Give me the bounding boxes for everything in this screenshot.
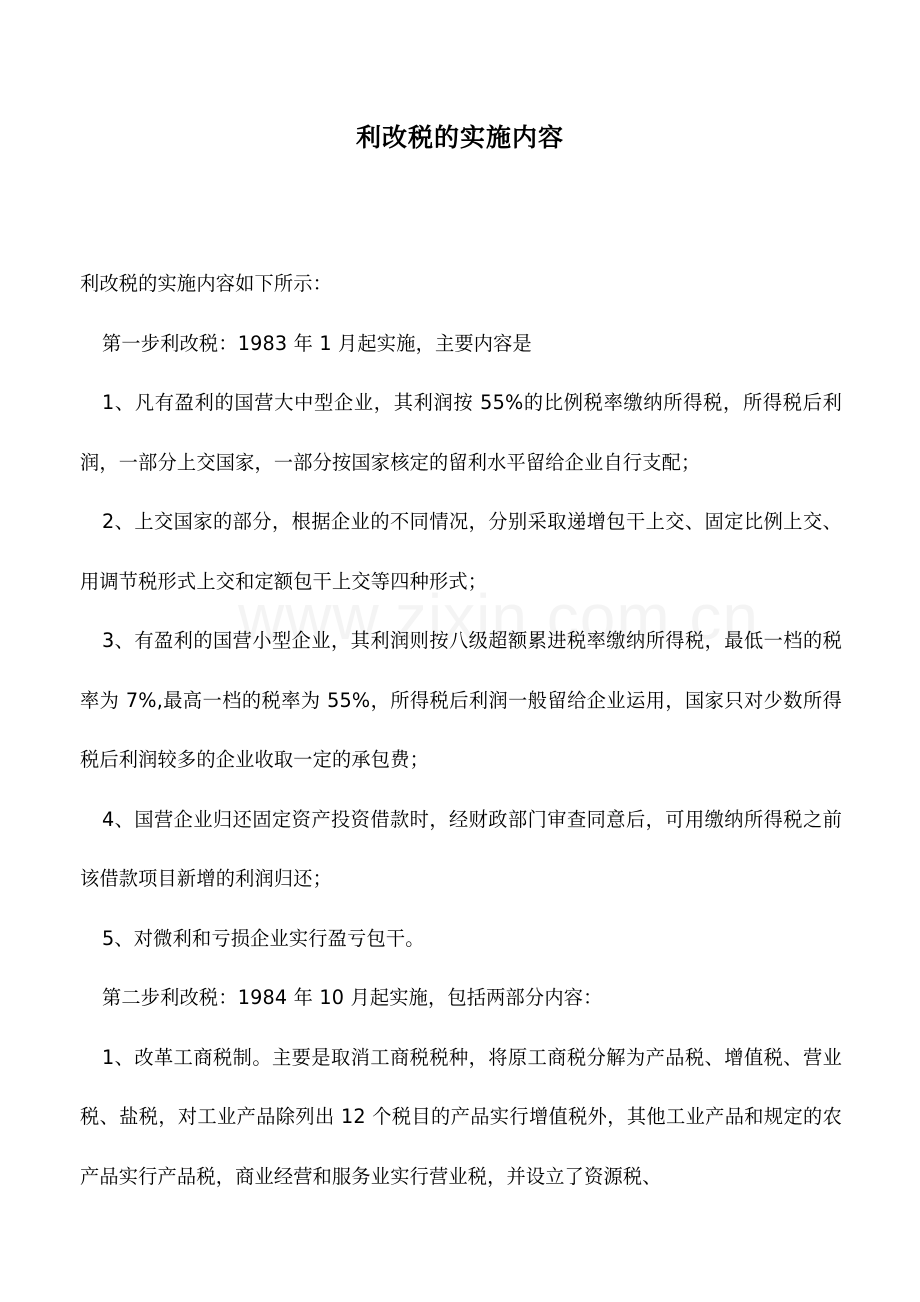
paragraph-step-two-item-1: 1、改革工商税制。主要是取消工商税税种，将原工商税分解为产品税、增值税、营业税、盐税，对工业产品除列出 12 个税目的产品实行增值税外，其他工业产品和规定的农产品实行产品税，商业经营和服务业实行营业税，并设立了资源税、 — [80, 1045, 842, 1188]
paragraph-step-two-heading: 第二步利改税：1984 年 10 月起实施，包括两部分内容： — [102, 986, 603, 1009]
paragraph-step-one-item-3: 3、有盈利的国营小型企业，其利润则按八级超额累进税率缴纳所得税，最低一档的税率为 7%,最高一档的税率为 55%，所得税后利润一般留给企业运用，国家只对少数所得税后利润较多的企业收取一定的承包费； — [80, 629, 842, 771]
document-title: 利改税的实施内容 — [355, 123, 564, 152]
paragraph-step-one-item-5: 5、对微利和亏损企业实行盈亏包干。 — [102, 926, 425, 950]
paragraph-step-one-heading: 第一步利改税：1983 年 1 月起实施，主要内容是 — [102, 331, 532, 355]
paragraph-step-one-item-2: 2、上交国家的部分，根据企业的不同情况，分别采取递增包干上交、固定比例上交、用调节税形式上交和定额包干上交等四种形式； — [80, 510, 842, 593]
paragraph-intro: 利改税的实施内容如下所示： — [80, 272, 333, 295]
paragraph-step-one-item-1: 1、凡有盈利的国营大中型企业，其利润按 55%的比例税率缴纳所得税，所得税后利润，一部分上交国家，一部分按国家核定的留利水平留给企业自行支配； — [80, 391, 842, 474]
document-body — [80, 254, 842, 1206]
paragraph-step-one-item-4: 4、国营企业归还固定资产投资借款时，经财政部门审查同意后，可用缴纳所得税之前该借款项目新增的利润归还； — [80, 807, 842, 890]
